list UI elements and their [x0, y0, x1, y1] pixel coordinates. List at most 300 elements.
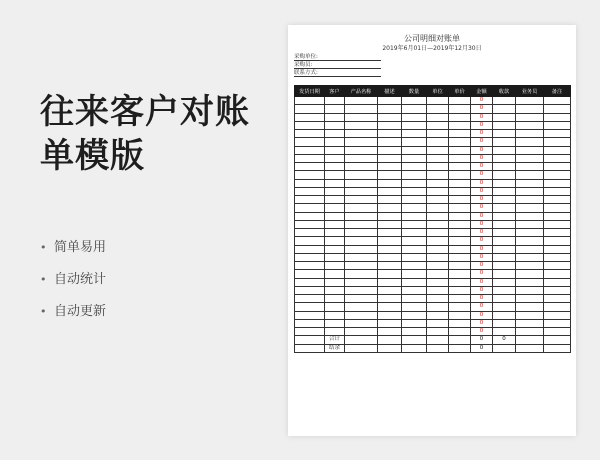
column-header: 收款	[493, 86, 516, 97]
column-header: 描述	[378, 86, 402, 97]
table-cell	[493, 138, 516, 146]
table-cell	[493, 319, 516, 327]
table-cell	[378, 154, 402, 162]
table-cell	[295, 253, 325, 261]
table-cell	[516, 196, 544, 204]
table-cell	[516, 229, 544, 237]
table-cell	[325, 245, 345, 253]
bullet-icon: •	[40, 273, 47, 286]
table-cell	[325, 311, 345, 319]
table-cell	[516, 311, 544, 319]
table-cell	[493, 113, 516, 121]
table-cell	[449, 113, 471, 121]
amount-cell: 0	[471, 328, 493, 336]
table-cell	[544, 270, 571, 278]
column-header: 单价	[449, 86, 471, 97]
table-cell	[345, 204, 378, 212]
table-cell	[427, 130, 449, 138]
amount-cell: 0	[471, 121, 493, 129]
table-cell	[427, 113, 449, 121]
ledger-body	[295, 97, 571, 336]
total-row	[295, 336, 571, 344]
table-cell	[325, 163, 345, 171]
table-cell	[402, 262, 427, 270]
table-cell	[516, 146, 544, 154]
table-cell	[449, 121, 471, 129]
table-cell	[345, 311, 378, 319]
table-cell	[402, 303, 427, 311]
table-cell	[295, 278, 325, 286]
table-cell	[378, 146, 402, 154]
document-title: 公司明细对账单	[404, 34, 460, 43]
table-cell	[516, 295, 544, 303]
table-cell	[378, 130, 402, 138]
document-date-range: 2019年6月01日—2019年12月30日	[382, 45, 482, 52]
table-cell	[544, 286, 571, 294]
table-row	[295, 113, 571, 121]
table-cell	[449, 220, 471, 228]
table-cell	[402, 319, 427, 327]
table-cell	[493, 196, 516, 204]
table-cell	[345, 196, 378, 204]
table-cell	[402, 179, 427, 187]
table-cell	[449, 97, 471, 105]
table-cell	[378, 286, 402, 294]
table-cell	[544, 237, 571, 245]
feature-list	[40, 232, 106, 328]
amount-cell: 0	[471, 163, 493, 171]
table-cell	[295, 130, 325, 138]
table-row	[295, 286, 571, 294]
amount-cell: 0	[471, 113, 493, 121]
table-row	[295, 220, 571, 228]
document-preview[interactable]	[288, 25, 576, 436]
table-cell	[427, 97, 449, 105]
table-cell	[345, 179, 378, 187]
table-cell	[402, 295, 427, 303]
table-cell	[427, 262, 449, 270]
table-cell	[516, 154, 544, 162]
table-cell	[325, 229, 345, 237]
table-cell	[402, 105, 427, 113]
table-cell	[516, 105, 544, 113]
table-row	[295, 163, 571, 171]
table-cell	[402, 286, 427, 294]
table-row	[295, 171, 571, 179]
table-cell	[378, 138, 402, 146]
table-cell	[449, 262, 471, 270]
amount-cell: 0	[471, 229, 493, 237]
table-cell	[449, 253, 471, 261]
table-cell	[295, 328, 325, 336]
table-cell	[295, 311, 325, 319]
amount-cell: 0	[471, 212, 493, 220]
amount-cell: 0	[471, 138, 493, 146]
table-cell	[427, 311, 449, 319]
table-cell	[516, 179, 544, 187]
table-cell	[402, 130, 427, 138]
table-cell	[449, 154, 471, 162]
amount-cell: 0	[471, 130, 493, 138]
amount-cell: 0	[471, 262, 493, 270]
table-cell	[427, 187, 449, 195]
table-cell	[295, 121, 325, 129]
table-cell	[427, 154, 449, 162]
total-received: 0	[493, 336, 516, 344]
table-cell	[427, 212, 449, 220]
table-cell	[345, 113, 378, 121]
table-cell	[544, 328, 571, 336]
table-cell	[345, 138, 378, 146]
table-cell	[378, 204, 402, 212]
table-cell	[325, 295, 345, 303]
amount-cell: 0	[471, 303, 493, 311]
table-cell	[345, 97, 378, 105]
table-cell	[449, 130, 471, 138]
table-cell	[427, 303, 449, 311]
table-cell	[516, 163, 544, 171]
table-cell	[493, 303, 516, 311]
table-cell	[544, 163, 571, 171]
table-cell	[402, 245, 427, 253]
table-cell	[295, 229, 325, 237]
table-row	[295, 196, 571, 204]
info-fields	[294, 53, 381, 77]
column-header: 业务员	[516, 86, 544, 97]
table-header-row	[295, 86, 571, 97]
table-cell	[345, 130, 378, 138]
amount-cell: 0	[471, 220, 493, 228]
table-cell	[402, 196, 427, 204]
table-cell	[427, 295, 449, 303]
amount-cell: 0	[471, 286, 493, 294]
table-cell	[493, 163, 516, 171]
column-header: 产品名称	[345, 86, 378, 97]
table-cell	[378, 113, 402, 121]
table-cell	[295, 179, 325, 187]
amount-cell: 0	[471, 179, 493, 187]
table-cell	[516, 138, 544, 146]
table-cell	[449, 303, 471, 311]
table-cell	[345, 212, 378, 220]
table-cell	[449, 295, 471, 303]
table-cell	[449, 270, 471, 278]
table-cell	[325, 328, 345, 336]
amount-cell: 0	[471, 204, 493, 212]
table-cell	[493, 105, 516, 113]
table-cell	[345, 220, 378, 228]
table-cell	[516, 187, 544, 195]
table-cell	[345, 253, 378, 261]
table-cell	[516, 171, 544, 179]
table-cell	[378, 163, 402, 171]
table-cell	[295, 237, 325, 245]
table-cell	[516, 270, 544, 278]
table-cell	[345, 295, 378, 303]
table-cell	[493, 130, 516, 138]
table-cell	[544, 97, 571, 105]
table-cell	[378, 328, 402, 336]
table-cell	[345, 286, 378, 294]
table-cell	[325, 319, 345, 327]
table-cell	[402, 328, 427, 336]
table-cell	[325, 212, 345, 220]
amount-cell: 0	[471, 196, 493, 204]
amount-cell: 0	[471, 237, 493, 245]
table-cell	[516, 278, 544, 286]
column-header: 金额	[471, 86, 493, 97]
table-cell	[544, 303, 571, 311]
table-cell	[402, 138, 427, 146]
table-cell	[402, 113, 427, 121]
table-cell	[325, 262, 345, 270]
table-cell	[402, 146, 427, 154]
table-cell	[325, 171, 345, 179]
table-cell	[427, 237, 449, 245]
table-cell	[295, 295, 325, 303]
amount-cell: 0	[471, 319, 493, 327]
table-cell	[427, 220, 449, 228]
table-cell	[449, 146, 471, 154]
table-cell	[544, 179, 571, 187]
table-cell	[325, 154, 345, 162]
table-cell	[516, 113, 544, 121]
table-cell	[295, 204, 325, 212]
table-cell	[516, 262, 544, 270]
table-cell	[325, 220, 345, 228]
table-cell	[544, 311, 571, 319]
table-cell	[449, 311, 471, 319]
table-cell	[378, 229, 402, 237]
table-cell	[402, 229, 427, 237]
table-cell	[493, 253, 516, 261]
table-cell	[295, 262, 325, 270]
table-cell	[516, 286, 544, 294]
table-cell	[295, 105, 325, 113]
table-cell	[325, 270, 345, 278]
table-cell	[449, 204, 471, 212]
table-cell	[378, 270, 402, 278]
table-cell	[295, 171, 325, 179]
feature-label: 自动统计	[54, 272, 107, 287]
table-cell	[544, 187, 571, 195]
table-cell	[325, 97, 345, 105]
table-cell	[427, 278, 449, 286]
table-cell	[493, 204, 516, 212]
table-row	[295, 121, 571, 129]
table-cell	[544, 146, 571, 154]
table-cell	[402, 237, 427, 245]
table-cell	[427, 229, 449, 237]
table-cell	[295, 154, 325, 162]
table-cell	[295, 187, 325, 195]
column-header: 客户	[325, 86, 345, 97]
table-cell	[427, 105, 449, 113]
table-cell	[544, 113, 571, 121]
table-row	[295, 204, 571, 212]
feature-item	[40, 232, 106, 264]
table-cell	[345, 237, 378, 245]
bullet-icon: •	[40, 241, 47, 254]
table-cell	[295, 212, 325, 220]
table-row	[295, 154, 571, 162]
table-cell	[295, 113, 325, 121]
table-cell	[345, 163, 378, 171]
table-cell	[345, 319, 378, 327]
table-cell	[493, 220, 516, 228]
table-cell	[516, 253, 544, 261]
table-cell	[544, 138, 571, 146]
table-cell	[493, 295, 516, 303]
table-cell	[449, 286, 471, 294]
table-cell	[493, 121, 516, 129]
table-cell	[345, 229, 378, 237]
table-cell	[449, 237, 471, 245]
amount-cell: 0	[471, 97, 493, 105]
table-cell	[345, 105, 378, 113]
table-cell	[345, 328, 378, 336]
amount-cell: 0	[471, 311, 493, 319]
table-cell	[516, 97, 544, 105]
table-cell	[427, 204, 449, 212]
table-row	[295, 97, 571, 105]
table-cell	[345, 278, 378, 286]
table-row	[295, 229, 571, 237]
column-header: 发货日期	[295, 86, 325, 97]
feature-item	[40, 264, 106, 296]
table-row	[295, 278, 571, 286]
table-cell	[378, 278, 402, 286]
table-cell	[325, 138, 345, 146]
table-cell	[516, 220, 544, 228]
table-cell	[378, 262, 402, 270]
amount-cell: 0	[471, 270, 493, 278]
table-cell	[544, 171, 571, 179]
amount-cell: 0	[471, 146, 493, 154]
table-row	[295, 262, 571, 270]
amount-cell: 0	[471, 253, 493, 261]
info-field-contact: 联系方式:	[294, 69, 381, 77]
amount-cell: 0	[471, 171, 493, 179]
table-cell	[295, 97, 325, 105]
table-cell	[378, 121, 402, 129]
table-cell	[516, 204, 544, 212]
table-cell	[493, 97, 516, 105]
table-cell	[295, 138, 325, 146]
table-cell	[427, 196, 449, 204]
table-cell	[427, 286, 449, 294]
amount-cell: 0	[471, 105, 493, 113]
table-cell	[493, 187, 516, 195]
table-cell	[516, 328, 544, 336]
table-cell	[402, 220, 427, 228]
total-amount: 0	[471, 336, 493, 344]
table-cell	[378, 196, 402, 204]
table-row	[295, 212, 571, 220]
table-cell	[295, 220, 325, 228]
table-cell	[345, 270, 378, 278]
table-cell	[516, 237, 544, 245]
table-row	[295, 130, 571, 138]
table-cell	[295, 146, 325, 154]
table-cell	[516, 319, 544, 327]
table-cell	[493, 278, 516, 286]
table-cell	[427, 138, 449, 146]
table-cell	[378, 319, 402, 327]
table-cell	[544, 220, 571, 228]
table-row	[295, 105, 571, 113]
table-cell	[378, 97, 402, 105]
table-cell	[427, 328, 449, 336]
table-cell	[493, 270, 516, 278]
table-cell	[427, 179, 449, 187]
table-row	[295, 303, 571, 311]
table-cell	[378, 105, 402, 113]
table-cell	[449, 278, 471, 286]
info-field-purchaser: 采购单位:	[294, 53, 381, 61]
table-cell	[449, 212, 471, 220]
table-cell	[516, 303, 544, 311]
table-cell	[325, 253, 345, 261]
table-cell	[544, 262, 571, 270]
table-cell	[378, 303, 402, 311]
table-cell	[402, 97, 427, 105]
table-cell	[516, 245, 544, 253]
table-cell	[402, 154, 427, 162]
balance-label: 结余	[325, 344, 345, 352]
amount-cell: 0	[471, 154, 493, 162]
table-cell	[295, 286, 325, 294]
table-cell	[449, 171, 471, 179]
amount-cell: 0	[471, 295, 493, 303]
table-row	[295, 237, 571, 245]
table-cell	[493, 179, 516, 187]
table-cell	[544, 319, 571, 327]
table-row	[295, 311, 571, 319]
table-cell	[493, 212, 516, 220]
table-cell	[544, 245, 571, 253]
table-cell	[402, 171, 427, 179]
table-cell	[493, 229, 516, 237]
table-cell	[325, 278, 345, 286]
table-row	[295, 187, 571, 195]
table-cell	[295, 196, 325, 204]
table-cell	[493, 146, 516, 154]
table-cell	[378, 237, 402, 245]
table-cell	[544, 196, 571, 204]
table-cell	[493, 311, 516, 319]
table-row	[295, 179, 571, 187]
table-cell	[325, 179, 345, 187]
ledger-table	[294, 85, 571, 353]
table-cell	[378, 171, 402, 179]
table-cell	[516, 121, 544, 129]
table-cell	[544, 105, 571, 113]
balance-amount: 0	[471, 344, 493, 352]
table-cell	[345, 121, 378, 129]
table-cell	[325, 105, 345, 113]
table-cell	[345, 303, 378, 311]
table-cell	[427, 163, 449, 171]
table-cell	[345, 245, 378, 253]
table-cell	[378, 295, 402, 303]
feature-label: 简单易用	[54, 240, 107, 255]
table-cell	[493, 154, 516, 162]
table-cell	[516, 212, 544, 220]
table-cell	[325, 286, 345, 294]
table-cell	[449, 196, 471, 204]
table-cell	[516, 130, 544, 138]
